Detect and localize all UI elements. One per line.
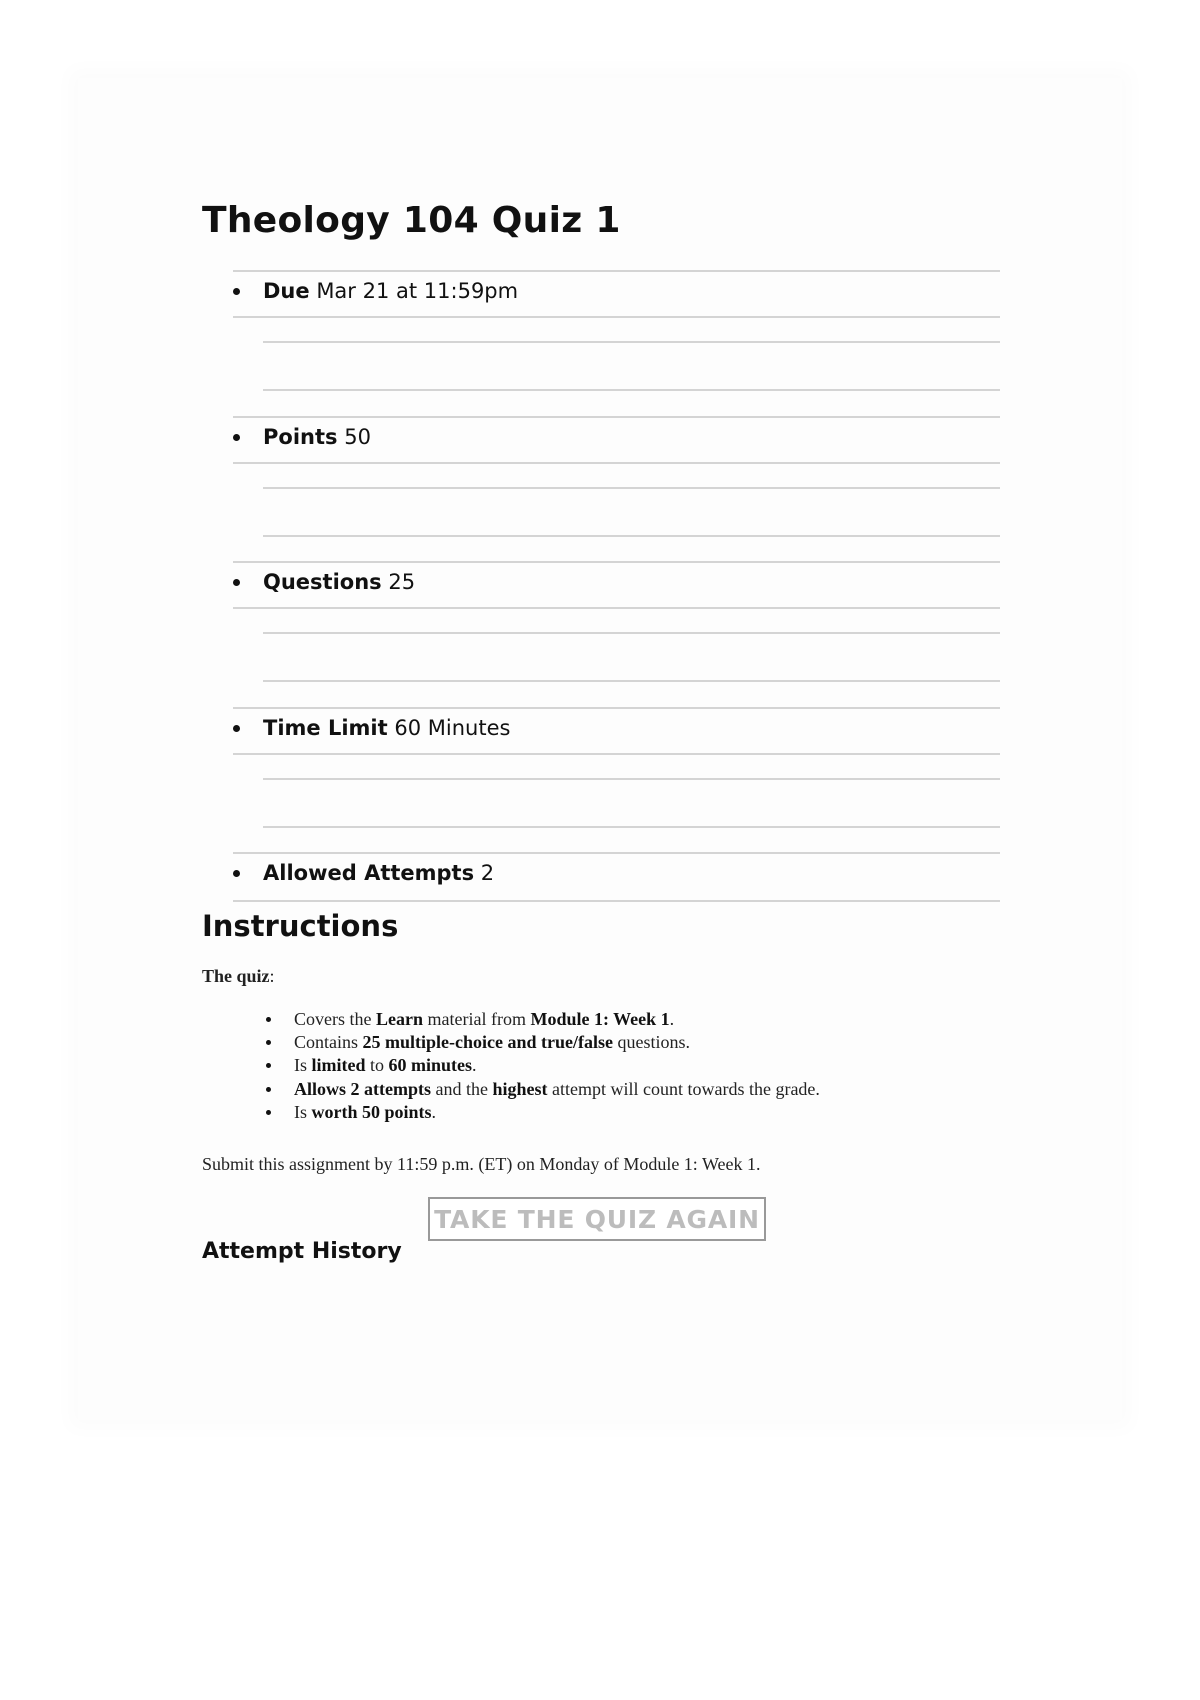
bullet-icon [233,870,240,877]
take-quiz-again-button[interactable]: TAKE THE QUIZ AGAIN [428,1197,766,1241]
list-item: Allows 2 attempts and the highest attempt will count towards the grade. [264,1078,964,1101]
bullet-icon [233,725,240,732]
list-item: Is worth 50 points. [264,1101,964,1124]
detail-questions [233,561,1000,707]
list-item: Is limited to 60 minutes. [264,1054,964,1077]
bullet-icon [233,434,240,441]
detail-value: 60 Minutes [394,715,511,740]
detail-allowed-attempts [233,852,1000,902]
detail-value: 25 [388,570,416,594]
list-item: Covers the Learn material from Module 1: Week 1. [264,1008,964,1031]
instructions-intro: The quiz: [202,966,275,986]
quiz-content [202,196,1002,1264]
instructions-list [264,1008,964,1124]
detail-value: 2 [480,861,495,885]
list-item: Contains 25 multiple-choice and true/false questions. [264,1031,964,1054]
bullet-icon [233,288,240,295]
submit-note: Submit this assignment by 11:59 p.m. (ET) on Monday of Module 1: Week 1. [202,1154,761,1174]
detail-due [233,270,1000,416]
bullet-icon [233,579,240,586]
detail-value: 50 [344,424,371,449]
attempt-history-heading: Attempt History [202,1239,402,1264]
detail-label: Points [263,424,338,449]
detail-label: Allowed Attempts [263,861,475,885]
detail-label: Time Limit [263,715,388,740]
quiz-details-list [233,270,1000,902]
detail-points [233,416,1000,562]
detail-label: Due [263,279,310,303]
detail-time-limit [233,707,1000,853]
detail-label: Questions [263,570,382,594]
detail-value: Mar 21 at 11:59pm [316,279,519,303]
instructions-heading: Instructions [202,909,399,943]
page-title: Theology 104 Quiz 1 [202,200,621,241]
